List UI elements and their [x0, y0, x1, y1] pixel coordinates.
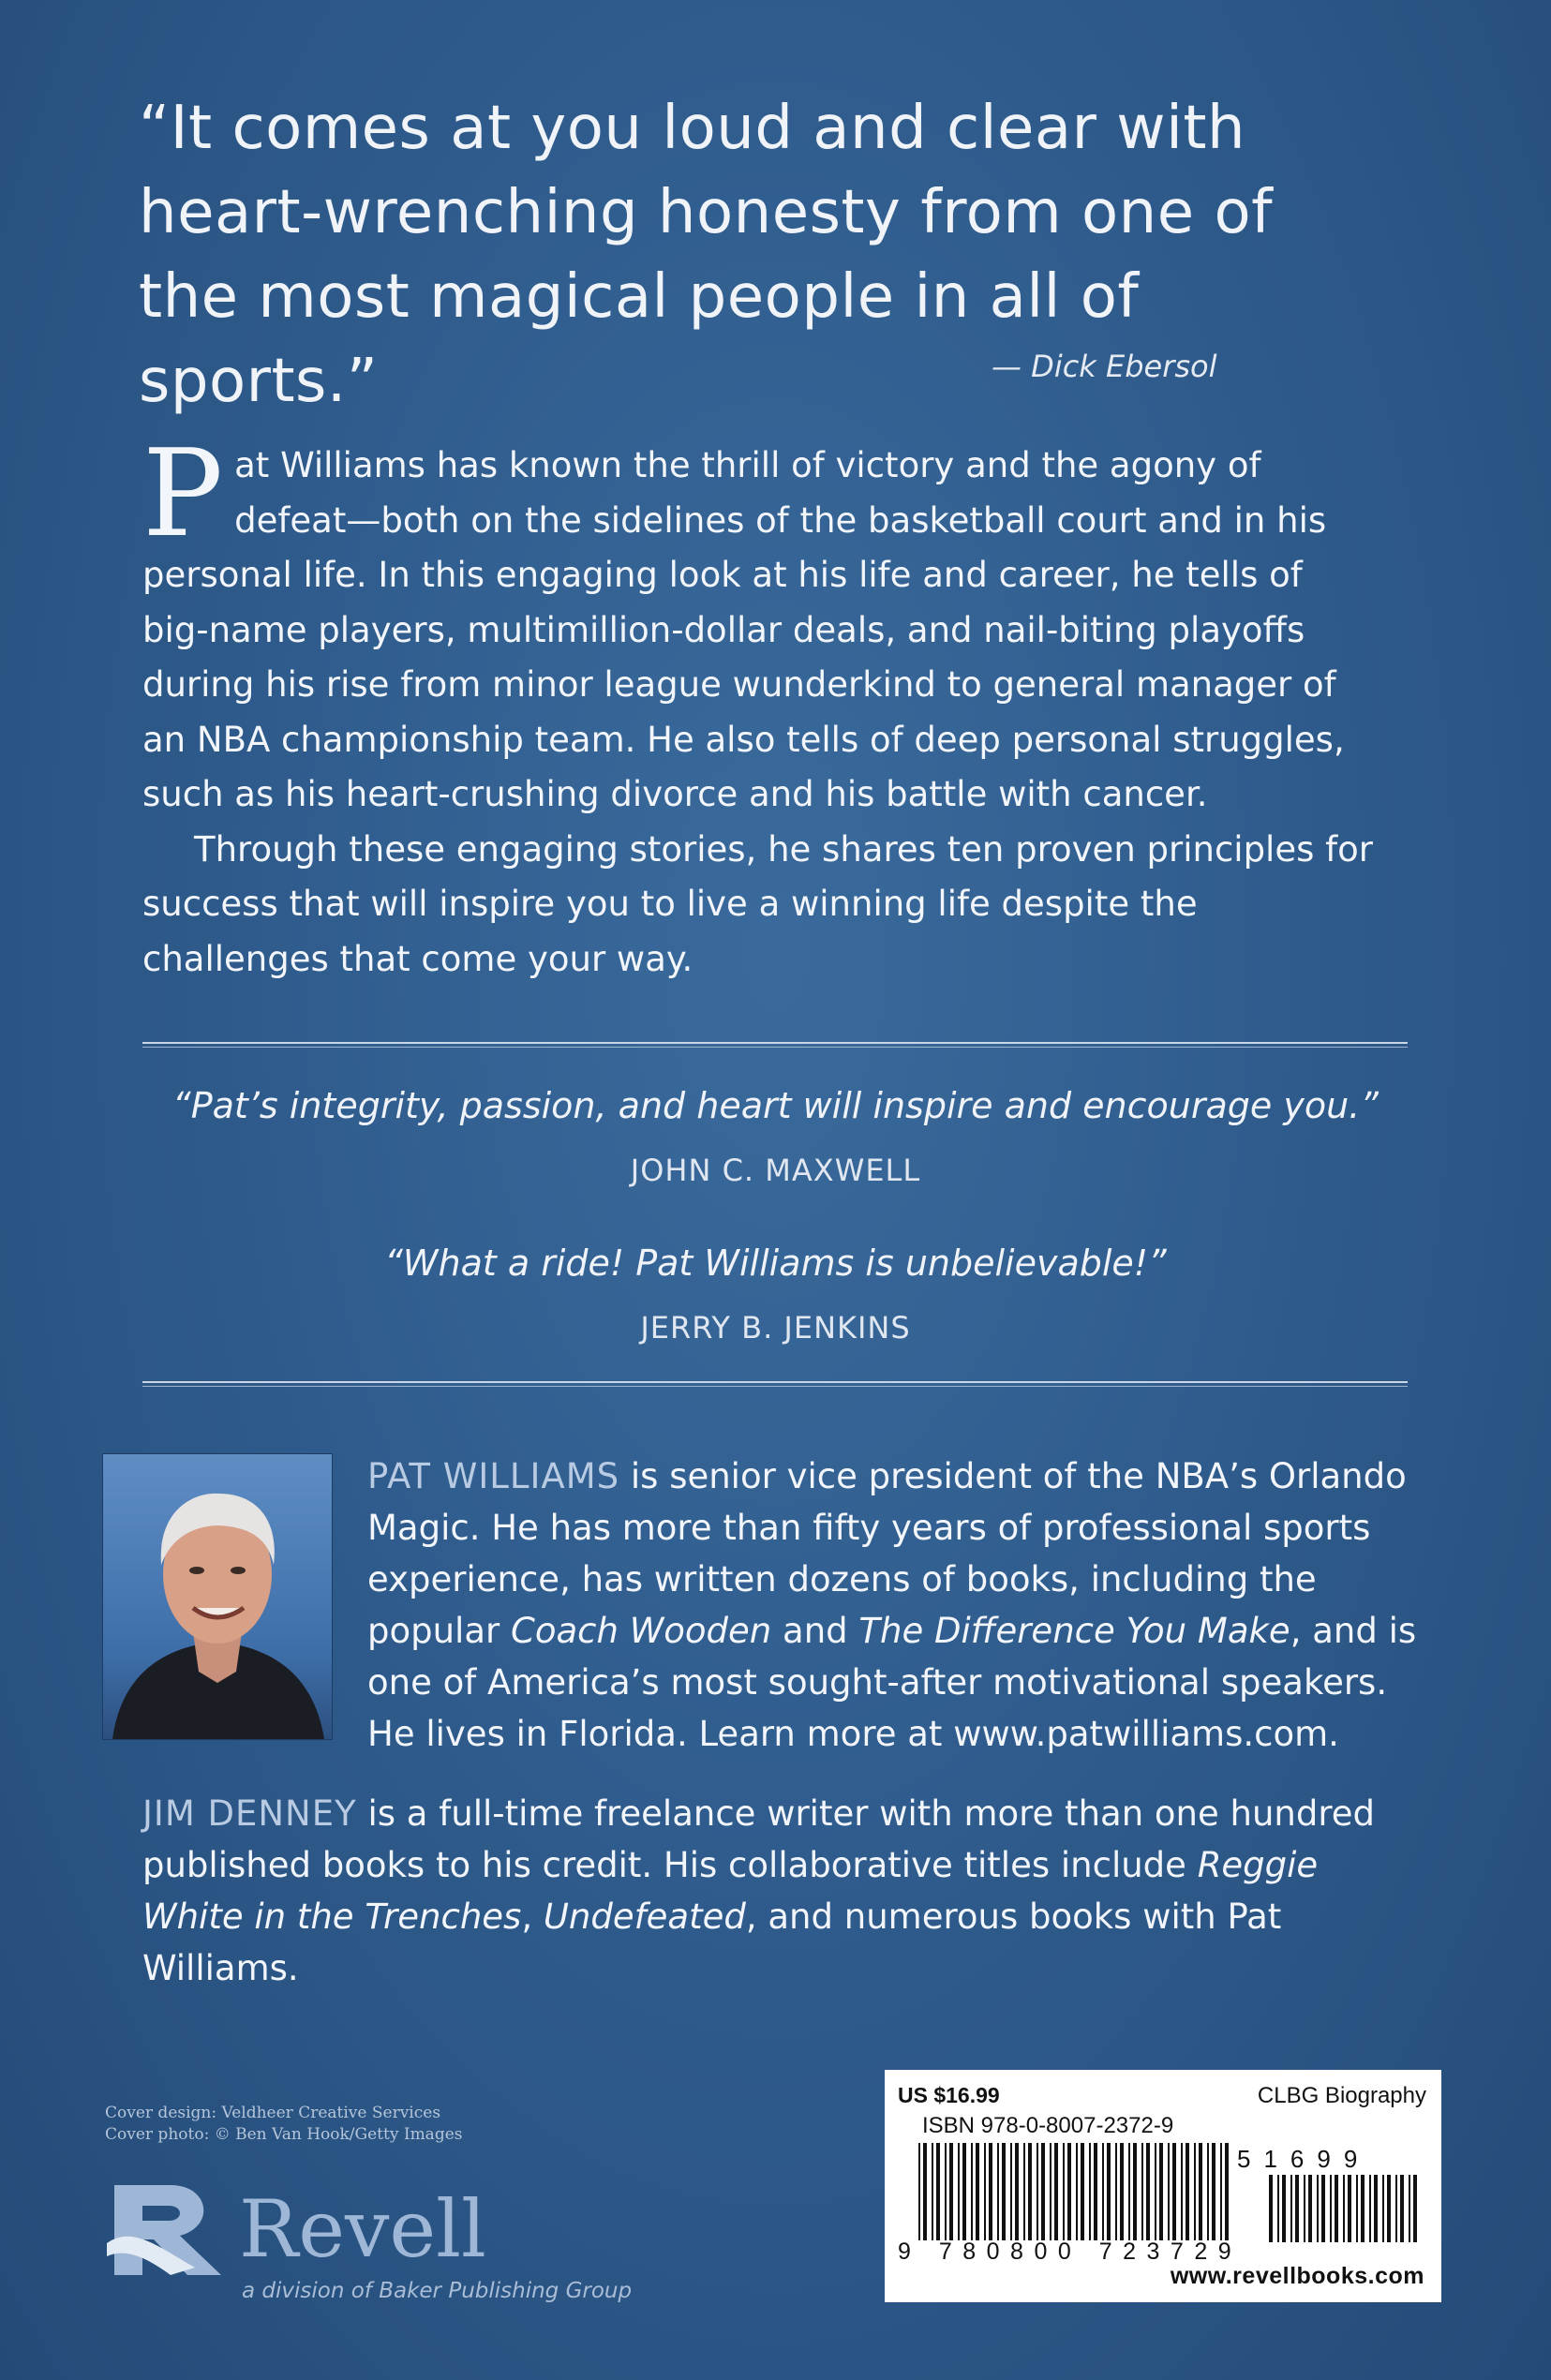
- ean-barcode: [918, 2143, 1237, 2240]
- author-name: PAT WILLIAMS: [367, 1456, 620, 1496]
- barcode-bar: [1212, 2143, 1215, 2240]
- barcode-bar: [1387, 2175, 1391, 2242]
- addon-barcode: [1269, 2175, 1419, 2242]
- barcode-bar: [1356, 2175, 1358, 2242]
- barcode-bar: [1413, 2175, 1417, 2242]
- revell-logo-icon: [105, 2178, 227, 2281]
- book-description: [142, 424, 1379, 987]
- author-bio: [367, 1450, 1436, 1760]
- coauthor-bio-separator: ,: [521, 1897, 544, 1937]
- divider-top: [142, 1042, 1408, 1048]
- barcode-bar: [1050, 2143, 1051, 2240]
- barcode-bar: [918, 2143, 920, 2240]
- ean-digits: 9 780800 723729: [898, 2239, 1243, 2265]
- barcode-bar: [1128, 2143, 1130, 2240]
- publisher-tagline: a division of Baker Publishing Group: [242, 2279, 633, 2303]
- barcode-bar: [1155, 2143, 1156, 2240]
- barcode-bar: [1141, 2143, 1143, 2240]
- barcode-bar: [1269, 2175, 1273, 2242]
- endorsement-quote-1: “Pat’s integrity, passion, and heart will inspire and encourage you.”: [172, 1085, 1379, 1126]
- author-bio-text: is senior vice president of the NBA’s Orlando Magic. He has more than fifty years of professional sports experience, has written dozens of books, including the popular: [367, 1456, 1407, 1651]
- header-quote: “It comes at you loud and clear with heart-wrenching honesty from one of the most magical people in all of sports.”: [139, 94, 1274, 416]
- barcode-bar: [1081, 2143, 1084, 2240]
- barcode-bar: [1361, 2175, 1365, 2242]
- author-bio-text-end: , and is one of America’s most sought-after motivational speakers. He lives in Florida. Learn more at www.patwilliams.com.: [367, 1611, 1417, 1754]
- barcode-bar: [1159, 2143, 1163, 2240]
- barcode-bar: [1089, 2143, 1091, 2240]
- barcode-bar: [1115, 2143, 1117, 2240]
- barcode-bar: [1168, 2143, 1170, 2240]
- barcode-bar: [1199, 2143, 1202, 2240]
- divider-bottom: [142, 1381, 1408, 1387]
- barcode-bar: [1146, 2143, 1150, 2240]
- barcode-bar: [1054, 2143, 1058, 2240]
- barcode-bar: [1369, 2175, 1371, 2242]
- endorsement-quote-2: “What a ride! Pat Williams is unbelievable!”: [384, 1242, 1167, 1284]
- coauthor-name: JIM DENNEY: [142, 1793, 357, 1834]
- barcode-label: [885, 2070, 1441, 2302]
- barcode-bar: [1382, 2175, 1384, 2242]
- barcode-bar: [1181, 2143, 1183, 2240]
- barcode-bar: [945, 2143, 947, 2240]
- author-portrait-illustration: [103, 1454, 332, 1739]
- barcode-bar: [1374, 2175, 1378, 2242]
- barcode-bar: [1015, 2143, 1019, 2240]
- barcode-bar: [989, 2143, 992, 2240]
- drop-cap: P: [142, 424, 224, 564]
- book-title-coach-wooden: Coach Wooden: [511, 1611, 772, 1651]
- barcode-bar: [1041, 2143, 1045, 2240]
- header-quote-attribution: — Dick Ebersol: [992, 349, 1217, 384]
- barcode-bar: [1028, 2143, 1032, 2240]
- barcode-bar: [1102, 2143, 1104, 2240]
- description-paragraph-1: at Williams has known the thrill of victory and the agony of defeat—both on the sidelines of the basketball court and in his personal life. In this engaging look at his life and career, he tells of big-name players, multimillion-dollar deals, and nail-biting playoffs during his rise from minor league wunderkind to general manager of an NBA championship team. He also tells of deep personal struggles, such as his heart-crushing divorce and his battle with cancer.: [142, 445, 1345, 814]
- barcode-bar: [1308, 2175, 1312, 2242]
- coauthor-bio: [142, 1788, 1417, 1994]
- barcode-bar: [1076, 2143, 1078, 2240]
- isbn: ISBN 978-0-8007-2372-9: [922, 2113, 1174, 2138]
- cover-credits: [105, 2103, 574, 2146]
- coauthor-bio-text-end: , and numerous books with Pat Williams.: [142, 1897, 1282, 1988]
- barcode-bar: [1036, 2143, 1038, 2240]
- book-title-difference: The Difference You Make: [858, 1611, 1290, 1651]
- barcode-bar: [1400, 2175, 1404, 2242]
- author-photo: [103, 1454, 332, 1739]
- author-bio-conjunction: and: [771, 1611, 859, 1651]
- description-paragraph-2: Through these engaging stories, he shares ten proven principles for success that will inspire you to live a winning life despite the challenges that come your way.: [142, 828, 1374, 979]
- barcode-bar: [1295, 2175, 1299, 2242]
- endorsement-name-1: JOHN C. MAXWELL: [630, 1153, 921, 1188]
- barcode-bar: [1277, 2175, 1279, 2242]
- barcode-bar: [1220, 2143, 1222, 2240]
- barcode-bar: [984, 2143, 986, 2240]
- barcode-bar: [1321, 2175, 1325, 2242]
- category: CLBG Biography: [1257, 2083, 1426, 2108]
- barcode-bar: [923, 2143, 927, 2240]
- book-title-reggie-white: Reggie White in the Trenches: [142, 1845, 1319, 1937]
- cover-photo-credit: Cover photo: © Ben Van Hook/Getty Images: [105, 2125, 463, 2144]
- barcode-bar: [936, 2143, 940, 2240]
- barcode-bar: [1348, 2175, 1351, 2242]
- barcode-bar: [1010, 2143, 1012, 2240]
- barcode-bar: [1304, 2175, 1305, 2242]
- barcode-bar: [1409, 2175, 1410, 2242]
- barcode-bar: [1023, 2143, 1025, 2240]
- barcode-bar: [962, 2143, 966, 2240]
- barcode-bar: [932, 2143, 933, 2240]
- barcode-bar: [1343, 2175, 1345, 2242]
- barcode-bar: [1290, 2175, 1292, 2242]
- barcode-bar: [1282, 2175, 1286, 2242]
- barcode-bar: [1120, 2143, 1124, 2240]
- price: US $16.99: [898, 2083, 1000, 2107]
- barcode-bar: [1330, 2175, 1332, 2242]
- barcode-bar: [1317, 2175, 1319, 2242]
- endorsement-name-2: JERRY B. JENKINS: [640, 1310, 911, 1346]
- barcode-bar: [958, 2143, 960, 2240]
- book-title-undefeated: Undefeated: [543, 1897, 746, 1937]
- barcode-bar: [1207, 2143, 1209, 2240]
- barcode-bar: [1225, 2143, 1229, 2240]
- barcode-bar: [1067, 2143, 1071, 2240]
- barcode-bar: [949, 2143, 953, 2240]
- barcode-bar: [997, 2143, 999, 2240]
- barcode-bar: [1186, 2143, 1189, 2240]
- barcode-bar: [1107, 2143, 1111, 2240]
- publisher-name: Revell: [239, 2183, 486, 2275]
- barcode-bar: [1133, 2143, 1137, 2240]
- price-addon-digits: 51699: [1237, 2145, 1371, 2173]
- cover-design-credit: Cover design: Veldheer Creative Services: [105, 2104, 441, 2122]
- barcode-bar: [1395, 2175, 1397, 2242]
- publisher-url: www.revellbooks.com: [1170, 2263, 1424, 2289]
- barcode-bar: [1172, 2143, 1176, 2240]
- barcode-bar: [1194, 2143, 1196, 2240]
- barcode-bar: [976, 2143, 979, 2240]
- barcode-bar: [971, 2143, 973, 2240]
- barcode-bar: [1335, 2175, 1338, 2242]
- coauthor-bio-text: is a full-time freelance writer with more than one hundred published books to his credit. His collaborative titles include: [142, 1793, 1375, 1885]
- barcode-bar: [1094, 2143, 1097, 2240]
- barcode-bar: [1002, 2143, 1006, 2240]
- barcode-bar: [1063, 2143, 1065, 2240]
